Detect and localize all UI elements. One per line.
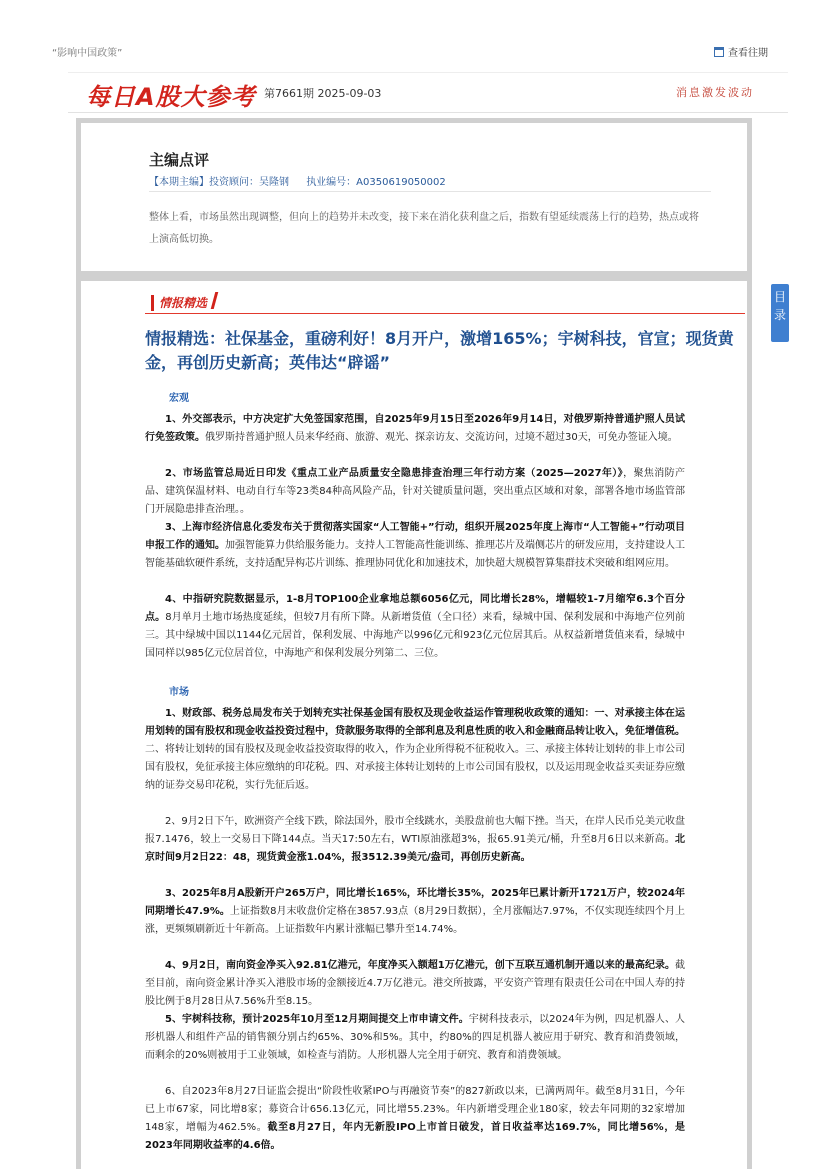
history-link-label: 查看往期	[728, 48, 768, 59]
market-item-6	[145, 1083, 685, 1155]
calendar-icon	[714, 47, 724, 57]
market-item-1-text: 二、将转让划转的国有股权及现金收益投资取得的收入，作为企业所得税不征税收入。三、承接主体转让划转的非上市公司国有股权，免征承接主体应缴纳的印花税。四、对承接主体转让划转的上市公司国有股权，以及运用现金收益买卖证券应缴纳的证券交易印花税，实行先征后返。	[145, 744, 685, 791]
market-item-2	[145, 813, 685, 867]
category-macro: 宏观	[169, 393, 189, 404]
editorial-meta	[149, 173, 460, 188]
market-item-6-tail: 截至8月27日，年内无新股IPO上市首日破发，首日收益率达169.7%，同比增56%，是2023年同期收益率的4.6倍。	[145, 1122, 686, 1151]
macro-item-2-lead: 2、市场监管总局近日印发《重点工业产品质量安全隐患排查治理三年行动方案（2025—2027年）》	[165, 468, 624, 479]
header-divider	[68, 112, 788, 113]
top-slogan: “影响中国政策”	[52, 48, 123, 59]
macro-item-1	[145, 411, 685, 447]
toc-button[interactable]	[771, 284, 789, 342]
article-title: 情报精选：社保基金，重磅利好！8月开户，激增165%；宇树科技，官宣；现货黄金，再创历史新高；英伟达“辟谣”	[145, 329, 734, 372]
macro-item-1-text: 俄罗斯持普通护照人员来华经商、旅游、观光、探亲访友、交流访问，过境不超过30天，可免办签证入境。	[205, 432, 678, 443]
macro-item-3-lead: 3、上海市经济信息化委发布关于贯彻落实国家“人工智能+”行动，组织开展2025年度上海市“人工智能+”行动项目申报工作的通知。	[145, 522, 685, 551]
editorial-panel	[76, 118, 752, 276]
market-item-2-tail: 北京时间9月2日22：48，现货黄金涨1.04%，报3512.39美元/盎司，再创历史新高。	[145, 834, 685, 863]
editor-role: 【本期主编】投资顾问：吴隆钢	[149, 177, 289, 188]
market-item-1	[145, 705, 685, 795]
market-item-3-lead: 3、2025年8月A股新开户265万户，同比增长165%，环比增长35%，2025年已累计新开1721万户，较2024年同期增长47.9%。	[145, 888, 685, 917]
section-header	[145, 291, 745, 314]
macro-item-4	[145, 591, 685, 663]
market-item-5-lead: 5、宇树科技称，预计2025年10月至12月期间提交上市申请文件。	[165, 1014, 469, 1025]
category-market: 市场	[169, 687, 189, 698]
editorial-divider	[149, 191, 711, 192]
brand-logo: 每日A股大参考	[86, 83, 256, 111]
macro-item-2	[145, 465, 685, 519]
issue-info: 第7661期 2025-09-03	[264, 87, 382, 100]
market-item-4	[145, 957, 685, 1011]
macro-item-1-lead: 1、外交部表示，中方决定扩大免签国家范围，自2025年9月15日至2026年9月14日，对俄罗斯持普通护照人员试行免签政策。	[145, 414, 685, 443]
section-label: 情报精选	[159, 296, 208, 310]
motto: 消息激发波动	[676, 86, 754, 99]
market-item-5-text: 宇树科技表示，以2024年为例，四足机器人、人形机器人和组件产品的销售额分别占约65%、30%和5%。其中，约80%的四足机器人被应用于研究、教育和消费领域，而剩余的20%则被用于工业领域，如检查与消防。人形机器人完全用于研究、教育和消费领域。	[145, 1014, 686, 1061]
toc-char-1: 目	[773, 290, 786, 304]
market-item-4-lead: 4、9月2日，南向资金净买入92.81亿港元，年度净买入额超1万亿港元，创下互联互通机制开通以来的最高纪录。	[165, 960, 675, 971]
section-bar-icon	[151, 295, 154, 311]
macro-item-4-text: 8月单月土地市场热度延续，但较7月有所下降。从新增货值（全口径）来看，绿城中国、保利发展和中海地产位列前三。其中绿城中国以1144亿元居首，保利发展、中海地产以996亿元和923亿元位居其后。从权益新增货值来看，绿城中国同样以985亿元位居首位，中海地产和保利发展分列第二、三位。	[145, 612, 685, 659]
editorial-body: 整体上看，市场虽然出现调整，但向上的趋势并未改变，接下来在消化获利盘之后，指数有望延续震荡上行的趋势，热点或将上演高低切换。	[149, 212, 699, 245]
market-item-1-lead: 1、财政部、税务总局发布关于划转充实社保基金国有股权及现金收益运作管理税收政策的通知：一、对承接主体在运用划转的国有股权和现金收益投资过程中，贷款服务取得的全部利息及利息性质的收入和金融商品转让收入，免征增值税。	[145, 708, 685, 737]
editor-license: 执业编号：A0350619050002	[306, 177, 446, 188]
market-item-2-text: 2、9月2日下午，欧洲资产全线下跌，除法国外，股市全线跳水，美股盘前也大幅下挫。当天，在岸人民币兑美元收盘报7.1476，较上一交易日下降144点。当天17:50左右，WTI原油涨超3%，报65.91美元/桶，升至8月6日以来新高。	[145, 816, 685, 845]
macro-item-4-lead: 4、中指研究院数据显示，1-8月TOP100企业拿地总额6056亿元，同比增长28%，增幅较1-7月缩窄6.3个百分点。	[145, 594, 685, 623]
market-item-6-text: 6、自2023年8月27日证监会提出“阶段性收紧IPO与再融资节奏”的827新政以来，已满两周年。截至8月31日，今年已上市67家，同比增8家；募资合计656.13亿元，同比增55.23%。年内新增受理企业180家，较去年同期的32家增加148家，增幅为462.5%。	[145, 1086, 685, 1133]
market-item-3	[145, 885, 685, 939]
macro-item-3	[145, 519, 685, 573]
market-item-5	[145, 1011, 685, 1065]
masthead	[68, 72, 788, 115]
editorial-title: 主编点评	[149, 151, 210, 169]
macro-item-2-text: ，聚焦消防产品、建筑保温材料、电动自行车等23类84种高风险产品，针对关键质量问题，突出重点区域和对象，部署各地市场监管部门开展隐患排查治理。。	[145, 468, 686, 515]
intel-panel	[76, 276, 752, 1169]
macro-item-3-text: 加强智能算力供给服务能力。支持人工智能高性能训练、推理芯片及端侧芯片的研发应用，支持建设人工智能基础软硬件系统，支持适配异构芯片训练、推理协同优化和加速技术，加快超大规模智算集群技术突破和组网应用。	[145, 540, 685, 569]
market-item-4-text: 截至目前，南向资金累计净买入港股市场的金额接近4.7万亿港元。港交所披露，平安资产管理有限责任公司在中国人寿的持股比例于8月28日从7.56%升至8.15。	[145, 960, 685, 1007]
toc-char-2: 录	[773, 308, 786, 322]
market-item-3-text: 上证指数8月末收盘价定格在3857.93点（8月29日数据），全月涨幅达7.97%，不仅实现连续四个月上涨，更频频刷新近十年新高。上证指数年内累计涨幅已攀升至14.74%。	[145, 906, 685, 935]
history-link[interactable]	[714, 44, 768, 59]
section-slash-icon	[211, 292, 219, 309]
